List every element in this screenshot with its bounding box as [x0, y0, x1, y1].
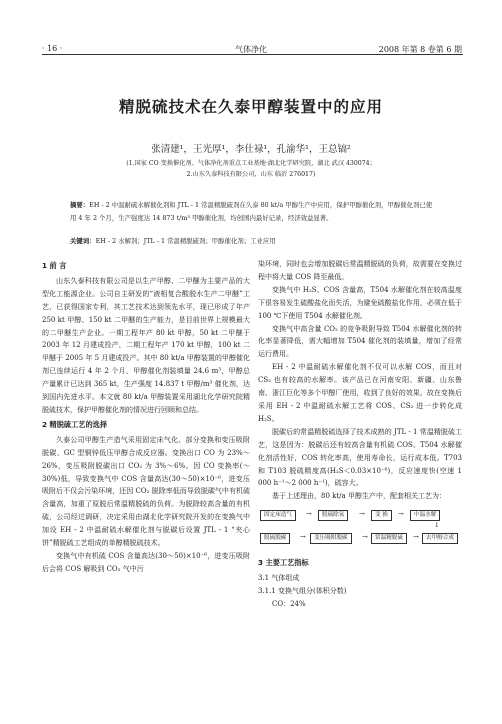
journal-name: 气体净化 [235, 45, 267, 54]
right-column [258, 258, 462, 611]
paragraph: 变换气中有机硫 COS 含量高达(30～50)×10⁻⁶，进变压吸附后会将 COS 解吸到 CO₂ 气中污 [42, 551, 250, 573]
paragraph: 3.1 气体组成 [258, 574, 300, 583]
affiliation-1: (1.国家 CO 变换催化剂、气体净化剂重点工业基地·湖北化学研究院，湖北 武汉 430074； [126, 160, 376, 167]
keywords-text: EH - 2 水解剂；JTL - 1 常温精脱硫剂；甲醇催化剂；工业应用 [95, 237, 276, 245]
flow-step: 变 换 [371, 510, 392, 521]
flow-step: 脱硫脱碳 [260, 533, 290, 544]
authors: 张清建¹，王光厚¹，李仕禄¹，孔渝华¹，王总镐² [151, 144, 351, 155]
paragraph: 变换气中 H₂S、COS 含量高，T504 水解催化剂在较高温度下很容易发生硫酸盐化而失活，为避免硫酸盐化作用，必须在低于 100 ℃下使用 T504 水解催化剂。 [258, 285, 462, 320]
paragraph: 久泰公司甲醇生产造气采用固定床气化、部分变换和变压吸附脱碳、GC 型铜锌低压甲醇合成反应器。变换出口 CO 为 23%～26%，变压吸附脱碳出口 CO₂ 为 3%～6%。因 CO 变换率(～30%)低，导致变换气中 COS 含量高达(30～50)×10⁻⁶，进变压吸附后不仅会污染环境，还因 CO₂ 脱除率低而导致脱碳气中有机硫含量高，加重了原脱后常温精脱硫的负荷。为脱除较高含量的有机硫，公司经过调研，决定采用由湖北化学研究院开发的在变换气中加设 EH - 2 中温耐硫水解催化剂与脱碳后设置 JTL - 1 “夹心饼”精脱硫工艺组成的单醇精脱硫技术。 [42, 435, 250, 548]
paragraph: 基于上述理由，80 kt/a 甲醇生产中，配套相关工艺为： [272, 492, 446, 501]
affiliation-2: 2.山东久泰科技有限公司，山东 临沂 276017) [186, 171, 316, 178]
arrow-right-icon: → [306, 510, 312, 519]
flow-step: 变压吸附脱碳 [310, 533, 352, 544]
paragraph: 3.1.1 变换气组分(体积分数) [258, 587, 347, 596]
section-heading: 3 主要工艺指标 [258, 558, 309, 568]
section-heading: 1 前 言 [42, 261, 67, 270]
paragraph: EH - 2 中温耐硫水解催化剂不仅可以水解 COS，而且对 CS₂ 也有较高的水解率。该产品已在河南安阳、新疆、山东鲁南、浙江巨化等多个甲醇厂使用，收到了良好的效果。故在变换后采用 EH - 2 中温耐硫水解工艺将 COS、CS₂ 进一步转化成 H₂S。 [258, 363, 462, 423]
flow-step: 固定床造气 [260, 510, 296, 521]
paragraph: 山东久泰科技有限公司是以生产甲醇、二甲醚为主要产品的大型化工能源企业。公司自主研发的“液相复合酸脱水生产二甲醚”工艺，已获得国家专利，其工艺技术达到领先水平，现已形成了年产 250 kt 甲醇、150 kt 二甲醚的生产能力，是目前世界上规模最大的二甲醚生产企业。一期工程年产 80 kt 甲醇，50 kt 二甲醚于 2003 年 12 月建成投产，二期工程年产 170 kt 甲醇，100 kt 二甲醚于 2005 年 5 月建成投产。其中 80 kt/a 甲醇装置的甲醇催化剂已连续运行 4 年 2 个月，甲醇催化剂装填量 24.6 m³，甲醇总产量累计已达到 365 kt，生产强度 14.837 t 甲醇/m³ 催化剂，达到国内先进水平。本文就 80 kt/a 甲醇装置采用湖北化学研究院精脱硫技术，保护甲醇催化剂的情况进行回顾和总结。 [42, 276, 250, 414]
paragraph: CO：24% [272, 599, 306, 608]
paragraph: 染环境，同时也会增加脱碳后常温精脱硫的负荷，故需要在变换过程中将大量 COS 降至最低。 [258, 260, 462, 281]
arrow-right-icon: → [398, 510, 404, 519]
keywords-label: 关键词： [70, 237, 96, 245]
section-heading: 2 精脱硫工艺的选择 [42, 419, 108, 429]
article-title: 精脱硫技术在久泰甲醇装置中的应用 [118, 98, 383, 116]
page-number: · 16 · [42, 44, 63, 53]
flow-step: 中温水解 [410, 510, 440, 521]
process-flow-diagram [258, 507, 462, 551]
abstract-text: EH - 2 中温耐硫水解催化剂和 JTL - 1 常温精脱硫剂在久泰 80 kt/a 甲醇生产中应用，保护甲醇催化剂，甲醇催化剂已使用 4 年 2 个月，生产强度达 14 873 t/m³ 甲醇催化剂，均创国内最好记录，经济效益显著。 [70, 201, 433, 222]
arrow-right-icon: → [413, 533, 419, 542]
arrow-right-icon: → [300, 533, 306, 542]
abstract [70, 199, 438, 224]
paragraph: 变换气中高含量 CO₂ 的竞争吸附导致 T504 水解催化剂的转化率显著降低，需大幅增加 T504 催化剂的装填量，增加了经常运行费用。 [258, 324, 462, 359]
arrow-down-icon: ↓ [434, 521, 440, 530]
keywords [70, 236, 438, 245]
flow-step: 常温精脱硫 [371, 533, 407, 544]
paragraph: 脱碳后的常温精脱硫选择了技术成熟的 JTL - 1 常温精脱硫工艺，这是因为：脱碳后还有较高含量有机硫 COS。T504 水解催化剂活性好，COS 转化率高，使用寿命长，运行成本低。T703 和 T103 脱硫精度高(H₂S＜0.03×10⁻⁶)，反应速度快(空速 1 000 h⁻¹～2 000 h⁻¹)，硫容大。 [258, 427, 462, 488]
abstract-label: 摘要： [70, 201, 90, 209]
arrow-right-icon: → [359, 510, 365, 519]
arrow-right-icon: → [362, 533, 368, 542]
flow-step: 去甲醇合成 [422, 533, 458, 544]
header-rule [42, 54, 463, 55]
left-column [42, 258, 250, 576]
flow-step: 脱硫除氧 [318, 510, 348, 521]
issue-info: 2008 年第 8 卷第 6 期 [378, 45, 462, 54]
